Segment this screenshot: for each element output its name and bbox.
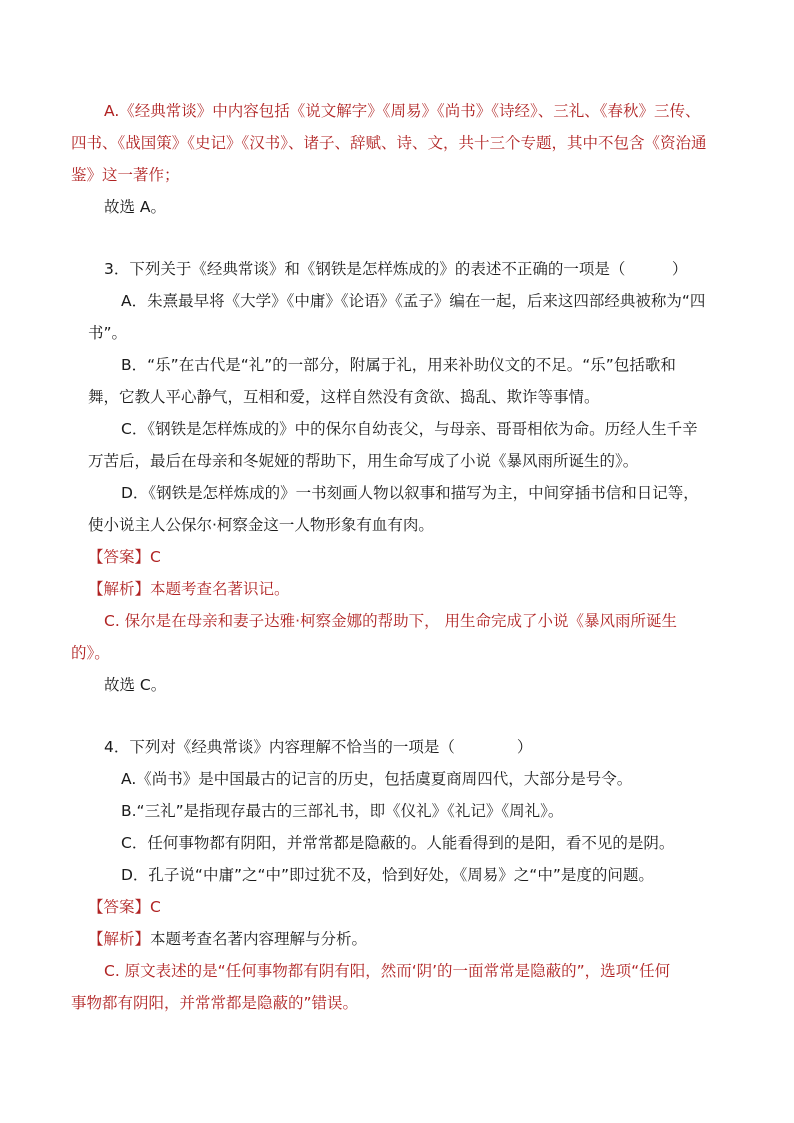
q3-analysis bbox=[88, 578, 290, 600]
q2-option-a-line-2: 四书、《战国策》《史记》《汉书》、诸子、辞赋、诗、文，共十三个专题，其中不包含《资治通 bbox=[71, 134, 707, 152]
q4-analysis-tag: 【解析】 bbox=[88, 930, 151, 948]
q4-detail-line-2: 事物都有阴阳，并常常都是隐蔽的”错误。 bbox=[71, 994, 359, 1012]
q4-answer bbox=[88, 896, 161, 918]
q4-option-c: C．任何事物都有阴阳，并常常都是隐蔽的。人能看得到的是阳，看不见的是阴。 bbox=[121, 834, 675, 852]
q3-answer-tag: 【答案】 bbox=[88, 548, 151, 566]
q4-option-d: D．孔子说“中庸”之“中”即过犹不及，恰到好处，《周易》之“中”是度的问题。 bbox=[121, 866, 654, 884]
q3-detail-line-2: 的》。 bbox=[71, 644, 110, 662]
q3-option-d-line-1: D．《钢铁是怎样炼成的》一书刻画人物以叙事和描写为主，中间穿插书信和日记等， bbox=[121, 484, 699, 502]
q4-analysis bbox=[88, 928, 367, 950]
q4-option-a: A.《尚书》是中国最古的记言的历史，包括虞夏商周四代，大部分是号令。 bbox=[121, 770, 633, 788]
q4-detail-line-1: C. 原文表述的是“任何事物都有阴有阳，然而‘阴’的一面常常是隐蔽的”，选项“任何 bbox=[104, 962, 671, 980]
q4-analysis-text: 本题考查名著内容理解与分析。 bbox=[150, 930, 368, 948]
q4-answer-tag: 【答案】 bbox=[88, 898, 151, 916]
q3-stem: 3．下列关于《经典常谈》和《钢铁是怎样炼成的》的表述不正确的一项是（ ） bbox=[104, 260, 688, 278]
q3-detail-line-1: C. 保尔是在母亲和妻子达雅·柯察金娜的帮助下， 用生命完成了小说《暴风雨所诞生 bbox=[104, 612, 678, 630]
q4-option-b: B.“三礼”是指现存最古的三部礼书，即《仪礼》《礼记》《周礼》。 bbox=[121, 802, 564, 820]
q3-answer bbox=[88, 546, 161, 568]
q4-answer-value: C bbox=[150, 898, 161, 916]
q2-option-a-line-3: 鉴》这一著作； bbox=[71, 166, 180, 184]
q3-option-c-line-2: 万苦后，最后在母亲和冬妮娅的帮助下，用生命写成了小说《暴风雨所诞生的》。 bbox=[88, 452, 639, 470]
q3-analysis-text: 本题考查名著识记。 bbox=[150, 580, 290, 598]
q3-option-b-line-2: 舞，它教人平心静气，互相和爱，这样自然没有贪欲、捣乱、欺诈等事情。 bbox=[88, 388, 600, 406]
q3-conclusion: 故选 C。 bbox=[104, 676, 167, 694]
q3-option-c-line-1: C．《钢铁是怎样炼成的》中的保尔自幼丧父，与母亲、哥哥相依为命。历经人生千辛 bbox=[121, 420, 698, 438]
q3-option-b-line-1: B．“乐”在古代是“礼”的一部分，附属于礼，用来补助仪文的不足。“乐”包括歌和 bbox=[121, 356, 676, 374]
q4-stem: 4．下列对《经典常谈》内容理解不恰当的一项是（ ） bbox=[104, 738, 533, 756]
q3-option-a-line-1: A．朱熹最早将《大学》《中庸》《论语》《孟子》编在一起，后来这四部经典被称为“四 bbox=[121, 292, 706, 310]
q3-option-a-line-2: 书”。 bbox=[88, 324, 128, 342]
q2-option-a-line-1: A.《经典常谈》中内容包括《说文解字》《周易》《尚书》《诗经》、三礼、《春秋》三传、 bbox=[104, 102, 701, 120]
q2-conclusion: 故选 A。 bbox=[104, 198, 167, 216]
q3-option-d-line-2: 使小说主人公保尔·柯察金这一人物形象有血有肉。 bbox=[88, 516, 434, 534]
q3-answer-value: C bbox=[150, 548, 161, 566]
q3-analysis-tag: 【解析】 bbox=[88, 580, 151, 598]
